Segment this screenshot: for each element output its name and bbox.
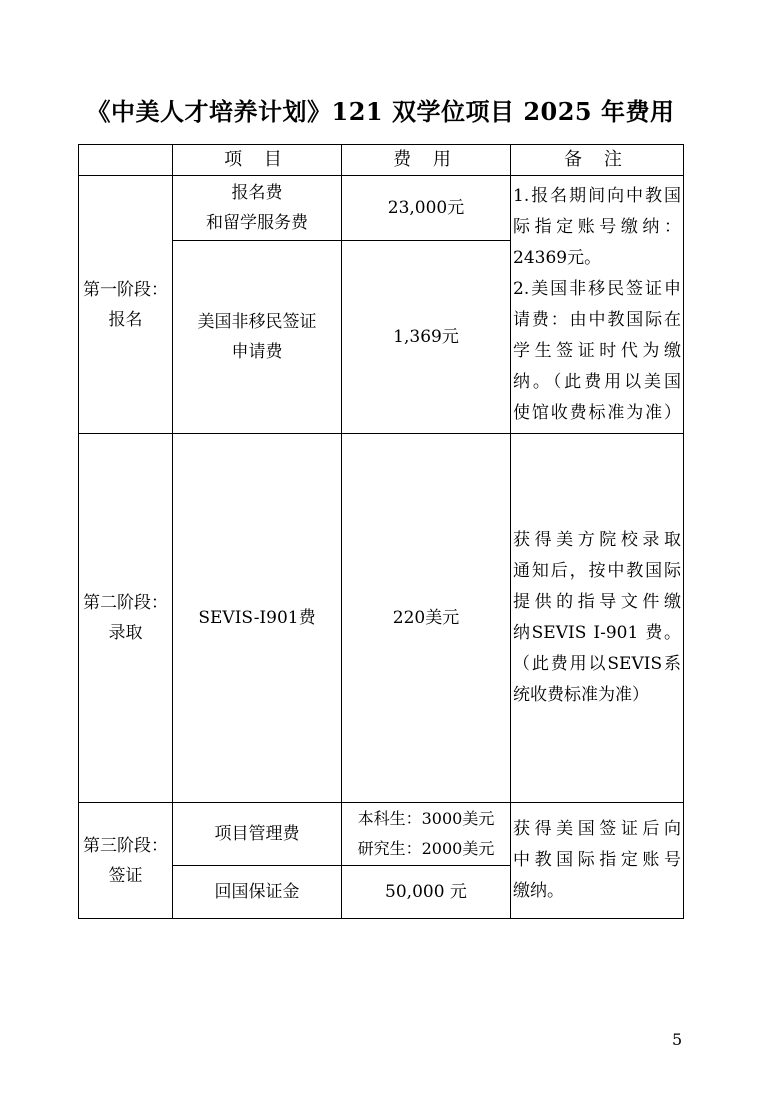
stage1-item2: [173, 241, 342, 434]
stage3-item1-fee-line1: 本科生：3000美元: [357, 809, 495, 828]
stage1-item2-fee: 1,369元: [342, 241, 511, 434]
stage3-name-line1: 第三阶段：: [83, 835, 168, 856]
table-row: [79, 803, 684, 866]
stage1-note-line: 24369元。: [513, 247, 602, 268]
stage1-item2-line2: 申请费: [231, 342, 283, 362]
stage1-note-line: 使馆收费标准为准）: [513, 402, 681, 423]
stage1-name: [79, 176, 173, 434]
stage3-name: [79, 803, 173, 919]
stage1-note-line: 1.报名期间向中教国: [513, 185, 681, 206]
table-row: [79, 434, 684, 803]
stage3-note: [511, 803, 684, 919]
stage1-note-line: 请费：由中教国际在: [513, 309, 681, 330]
stage1-name-line2: 报名: [108, 309, 143, 330]
stage2-name: [79, 434, 173, 803]
stage1-item1-line1: 报名费: [231, 183, 283, 203]
stage3-note-line: 缴纳。: [513, 881, 564, 901]
stage2-note-line: 纳SEVIS I-901 费。: [513, 623, 681, 643]
stage1-note-line: 际指定账号缴纳：: [513, 216, 681, 237]
stage1-item1: [173, 176, 342, 241]
table-header-row: [79, 145, 684, 176]
stage2-note-line: 获得美方院校录取: [513, 530, 681, 550]
stage3-item1-fee: [342, 803, 511, 866]
header-item: 项 目: [173, 145, 342, 176]
stage3-item2: 回国保证金: [173, 866, 342, 919]
table-row: [79, 176, 684, 241]
stage1-note-line: 学生签证时代为缴: [513, 340, 681, 361]
stage2-note-line: 提供的指导文件缴: [513, 592, 681, 612]
stage3-item2-fee: 50,000 元: [342, 866, 511, 919]
document-title: 《中美人才培养计划》121 双学位项目 2025 年费用: [86, 97, 675, 126]
stage3-item1: 项目管理费: [173, 803, 342, 866]
stage3-name-line2: 签证: [108, 865, 143, 886]
stage2-name-line2: 录取: [108, 623, 143, 643]
stage2-note-line: 通知后，按中教国际: [513, 561, 681, 581]
stage1-item2-line1: 美国非移民签证: [197, 312, 317, 332]
stage1-item1-fee: 23,000元: [342, 176, 511, 241]
stage3-note-line: 获得美国签证后向: [513, 819, 681, 839]
stage1-note-line: 2.美国非移民签证申: [513, 278, 681, 299]
stage2-name-line1: 第二阶段：: [83, 593, 168, 613]
stage1-note: [511, 176, 684, 434]
stage1-note-line: 纳。（此费用以美国: [513, 371, 681, 392]
header-note: 备 注: [511, 145, 684, 176]
header-blank: [79, 145, 173, 176]
fee-table: [78, 144, 684, 919]
stage3-item1-fee-line2: 研究生：2000美元: [357, 839, 495, 858]
stage1-name-line1: 第一阶段：: [83, 279, 168, 300]
stage1-item1-line2: 和留学服务费: [206, 213, 308, 233]
stage2-fee: 220美元: [342, 434, 511, 803]
stage2-note: [511, 434, 684, 803]
page-number: 5: [672, 1030, 683, 1049]
header-fee: 费 用: [342, 145, 511, 176]
stage3-note-line: 中教国际指定账号: [513, 850, 681, 870]
stage2-note-line: （此费用以SEVIS系: [513, 654, 681, 674]
stage2-note-line: 统收费标准为准）: [513, 685, 649, 705]
stage2-item: SEVIS-I901费: [173, 434, 342, 803]
